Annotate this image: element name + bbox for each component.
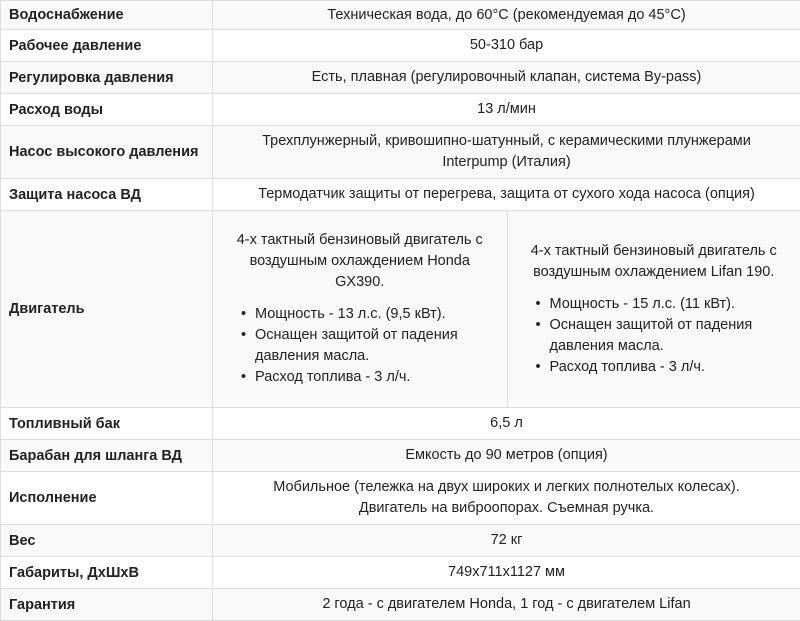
table-row	[1, 62, 800, 94]
row-value	[213, 472, 800, 525]
row-value: 72 кг	[213, 525, 800, 557]
row-value: 6,5 л	[213, 408, 800, 440]
engine-description: 4-х тактный бензиновый двигатель с воздушным охлаждением Honda GX390.	[221, 230, 499, 293]
table-row	[1, 94, 800, 126]
row-value: 2 года - с двигателем Honda, 1 год - с двигателем Lifan	[213, 589, 800, 621]
row-label: Топливный бак	[1, 408, 213, 440]
engine-option-lifan	[507, 211, 800, 407]
engine-features-list	[516, 294, 793, 378]
value-line: Трехплунжерный, кривошипно-шатунный, с керамическими плунжерами	[221, 131, 792, 152]
table-row	[1, 30, 800, 62]
row-value: Термодатчик защиты от перегрева, защита от сухого хода насоса (опция)	[213, 179, 800, 211]
value-line: Мобильное (тележка на двух широких и легких полнотелых колесах).	[221, 477, 792, 498]
table-row	[1, 525, 800, 557]
engine-features-list	[221, 304, 499, 388]
row-label: Вес	[1, 525, 213, 557]
table-row	[1, 1, 800, 30]
table-row	[1, 589, 800, 621]
row-value: 749х711х1127 мм	[213, 557, 800, 589]
row-label: Защита насоса ВД	[1, 179, 213, 211]
row-value: Есть, плавная (регулировочный клапан, система By-pass)	[213, 62, 800, 94]
table-row	[1, 126, 800, 179]
list-item: • Оснащен защитой от падения давления масла.	[536, 315, 793, 357]
row-label: Регулировка давления	[1, 62, 213, 94]
engine-description: 4-х тактный бензиновый двигатель с воздушным охлаждением Lifan 190.	[516, 241, 793, 283]
value-line: Interpump (Италия)	[221, 152, 792, 173]
table-row	[1, 472, 800, 525]
row-label: Барабан для шланга ВД	[1, 440, 213, 472]
row-label: Габариты, ДхШхВ	[1, 557, 213, 589]
row-value: 50-310 бар	[213, 30, 800, 62]
row-value: Емкость до 90 метров (опция)	[213, 440, 800, 472]
list-item: • Мощность - 15 л.с. (11 кВт).	[536, 294, 793, 315]
table-row	[1, 408, 800, 440]
row-value: Техническая вода, до 60°С (рекомендуемая до 45°С)	[213, 1, 800, 30]
row-label: Водоснабжение	[1, 1, 213, 30]
list-item: • Оснащен защитой от падения давления масла.	[241, 325, 499, 367]
row-label: Гарантия	[1, 589, 213, 621]
row-label: Насос высокого давления	[1, 126, 213, 179]
table-row	[1, 440, 800, 472]
row-label: Рабочее давление	[1, 30, 213, 62]
table-row	[1, 557, 800, 589]
list-item: • Мощность - 13 л.с. (9,5 кВт).	[241, 304, 499, 325]
row-label: Расход воды	[1, 94, 213, 126]
list-item: • Расход топлива - 3 л/ч.	[536, 357, 793, 378]
row-value	[213, 126, 800, 179]
list-item: • Расход топлива - 3 л/ч.	[241, 367, 499, 388]
row-value: 13 л/мин	[213, 94, 800, 126]
value-line: Двигатель на виброопорах. Съемная ручка.	[221, 498, 792, 519]
engine-option-honda	[213, 211, 507, 407]
table-row	[1, 179, 800, 211]
engine-row	[1, 211, 800, 408]
row-label: Двигатель	[1, 211, 213, 408]
engine-options	[213, 211, 800, 408]
row-label: Исполнение	[1, 472, 213, 525]
